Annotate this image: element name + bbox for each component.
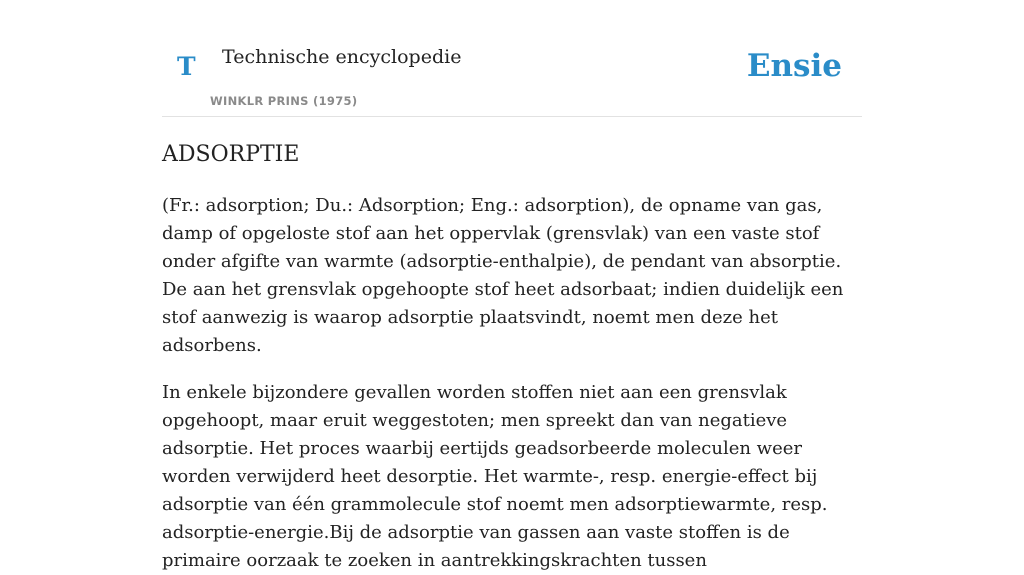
- book-logo-icon[interactable]: T: [177, 52, 196, 81]
- book-title-link[interactable]: Technische encyclopedie: [222, 46, 462, 68]
- book-header: [162, 0, 862, 117]
- ensie-logo-link[interactable]: Ensie: [746, 48, 842, 84]
- article: [162, 138, 862, 575]
- book-source: WINKLR PRINS (1975): [210, 94, 358, 108]
- article-paragraph: In enkele bijzondere gevallen worden stoffen niet aan een grensvlak opgehoopt, maar eruit weggestoten; men spreekt dan van negatieve adsorptie. Het proces waarbij eertijds geadsorbeerde moleculen weer worden verwijderd heet desorptie. Het warmte-, resp. energie-effect bij adsorptie van één grammolecule stof noemt men adsorptiewarmte, resp. adsorptie-energie.Bij de adsorptie van gassen aan vaste stoffen is de primaire oorzaak te zoeken in aantrekkingskrachten tussen: [162, 382, 828, 571]
- article-headword: ADSORPTIE: [162, 142, 300, 167]
- article-paragraph: (Fr.: adsorption; Du.: Adsorption; Eng.: adsorption), de opname van gas, damp of opgeloste stof aan het oppervlak (grensvlak) van een vaste stof onder afgifte van warmte (adsorptie-enthalpie), de pendant van absorptie. De aan het grensvlak opgehoopte stof heet adsorbaat; indien duidelijk een stof aanwezig is waarop adsorptie plaatsvindt, noemt men deze het adsorbens.: [162, 195, 844, 356]
